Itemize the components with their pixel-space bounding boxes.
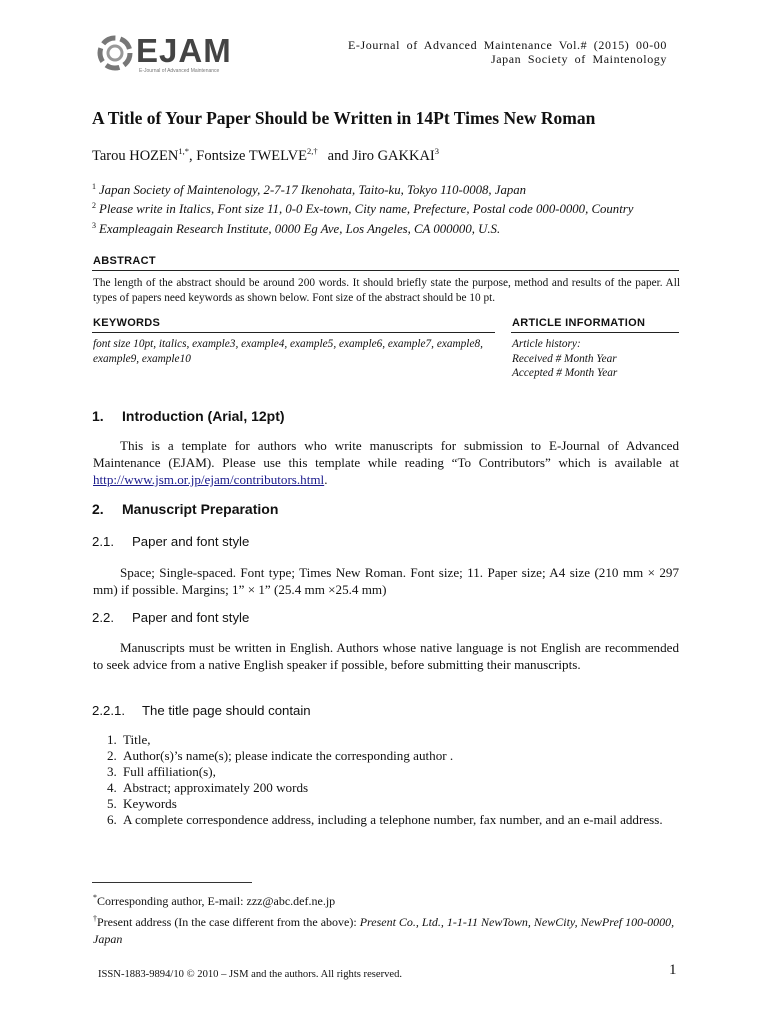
list-item (93, 796, 679, 812)
section-heading-introduction (92, 408, 285, 424)
abstract-heading: ABSTRACT (93, 255, 156, 267)
list-number: 6. (107, 812, 117, 827)
footnote-mark: † (93, 914, 97, 923)
affiliation-text: Japan Society of Maintenology, 2-7-17 Ikenohata, Taito-ku, Tokyo 110-0008, Japan (99, 183, 527, 197)
affiliation-number: 3 (92, 220, 96, 230)
affiliation-item (92, 179, 682, 198)
journal-citation: E-Journal of Advanced Maintenance Vol.# (2015) 00-00 (347, 38, 667, 52)
list-text: Abstract; approximately 200 words (123, 780, 309, 795)
subsubsection-heading (92, 703, 311, 718)
footnotes (93, 889, 679, 948)
subsubsection-title: The title page should contain (142, 703, 311, 718)
footnote-divider (92, 882, 252, 883)
author-affiliation-mark: 3 (434, 146, 440, 156)
logo-tagline: E-Journal of Advanced Maintenance (139, 68, 220, 74)
footnote-text: Corresponding author, E-mail: zzz@abc.def.ne.jp (97, 894, 336, 908)
article-info-heading: ARTICLE INFORMATION (512, 317, 646, 329)
author-name: and Jiro GAKKAI (327, 148, 435, 164)
paragraph-text: . (324, 471, 328, 487)
logo-wordmark: EJAM (136, 32, 232, 69)
keywords-text: font size 10pt, italics, example3, example4, example5, example6, example7, example8, example9, example10 (93, 338, 483, 365)
footnote-mark: * (93, 893, 97, 902)
ejam-emblem-icon (96, 34, 134, 72)
paragraph-text: This is a template for authors who write manuscripts for submission to E-Journal of Advanced Maintenance (EJAM). Please use this template while reading “To Contributors” which is available at (93, 438, 679, 470)
title-page-list (93, 732, 679, 828)
paper-title: A Title of Your Paper Should be Written in 14Pt Times New Roman (92, 108, 596, 128)
affiliation-number: 1 (92, 182, 96, 191)
list-item (93, 780, 679, 796)
body-paragraph: Space; Single-spaced. Font type; Times New Roman. Font size; 11. Paper size; A4 size (210 mm × 297 mm) if possible. Margins; 1” × 1” (25.4 mm ×25.4 mm) (93, 565, 679, 597)
section-heading-manuscript-preparation (92, 501, 278, 517)
list-text: Full affiliation(s), (123, 764, 216, 779)
footnote-present-address (93, 910, 679, 948)
subsection-title: Paper and font style (132, 610, 250, 625)
author-affiliation-mark: 1,* (178, 146, 189, 156)
article-info-divider (511, 332, 679, 333)
list-number: 1. (107, 732, 117, 747)
list-item (93, 764, 679, 780)
contributors-link[interactable]: http://www.jsm.or.jp/ejam/contributors.html (93, 471, 325, 487)
abstract-text: The length of the abstract should be around 200 words. It should briefly state the purpose, method and results of the paper. All types of papers need keywords as shown below. Font size of the abstract should be 10 pt. (93, 277, 680, 304)
list-item (93, 748, 679, 764)
list-text: A complete correspondence address, including a telephone number, fax number, and an e-mail address. (123, 812, 663, 827)
section-number: 2. (92, 501, 104, 517)
keywords-heading: KEYWORDS (93, 317, 161, 329)
article-received-date: Received # Month Year (512, 352, 617, 365)
author-name: Tarou HOZEN (92, 148, 179, 164)
list-text: Keywords (123, 796, 177, 811)
list-text: Author(s)’s name(s); please indicate the corresponding author . (123, 748, 454, 763)
page-number: 1 (669, 962, 677, 978)
author-name: , Fontsize TWELVE (189, 148, 308, 164)
article-accepted-date: Accepted # Month Year (512, 367, 618, 380)
list-number: 3. (107, 764, 117, 779)
footnote-text: Present address (In the case different from the above): (97, 915, 360, 929)
journal-logo (96, 32, 236, 76)
abstract-divider (92, 270, 679, 271)
section-number: 1. (92, 408, 104, 424)
journal-society: Japan Society of Maintenology (490, 52, 667, 66)
subsubsection-number: 2.2.1. (92, 703, 125, 718)
author-list (92, 146, 439, 165)
journal-header (348, 38, 667, 66)
article-info (512, 337, 680, 381)
footnote-corresponding-author (93, 889, 679, 910)
subsection-number: 2.2. (92, 610, 114, 625)
affiliation-text: Exampleagain Research Institute, 0000 Eg Ave, Los Angeles, CA 000000, U.S. (99, 221, 501, 236)
subsection-title: Paper and font style (132, 534, 250, 549)
list-item (93, 812, 679, 828)
section-title: Introduction (Arial, 12pt) (122, 408, 285, 424)
list-number: 2. (107, 748, 117, 763)
list-text: Title, (123, 732, 151, 747)
affiliation-number: 2 (92, 201, 96, 211)
list-number: 5. (107, 796, 117, 811)
issn-copyright: ISSN-1883-9894/10 © 2010 – JSM and the authors. All rights reserved. (98, 969, 403, 980)
subsection-number: 2.1. (92, 534, 114, 549)
footnote-address: Present Co., Ltd., 1-1-11 NewTown, NewCity, NewPref 100-0000, Japan (93, 915, 675, 946)
body-paragraph: Manuscripts must be written in English. Authors whose native language is not English are recommended to seek advice from a native English speaker if possible, before submitting their manuscripts. (93, 640, 679, 672)
list-item (93, 732, 679, 748)
subsection-heading (92, 610, 249, 625)
section-title: Manuscript Preparation (122, 501, 279, 517)
subsection-heading (92, 534, 249, 549)
affiliation-text: Please write in Italics, Font size 11, 0-0 Ex-town, City name, Prefecture, Postal code 000-0000, Country (99, 202, 634, 217)
list-number: 4. (107, 780, 117, 795)
affiliation-item (92, 198, 682, 217)
affiliation-list (92, 179, 682, 237)
keywords-divider (92, 332, 495, 333)
affiliation-item (92, 218, 682, 237)
author-affiliation-mark: 2,† (307, 146, 318, 156)
article-history-label: Article history: (512, 338, 581, 350)
body-paragraph (93, 438, 679, 488)
